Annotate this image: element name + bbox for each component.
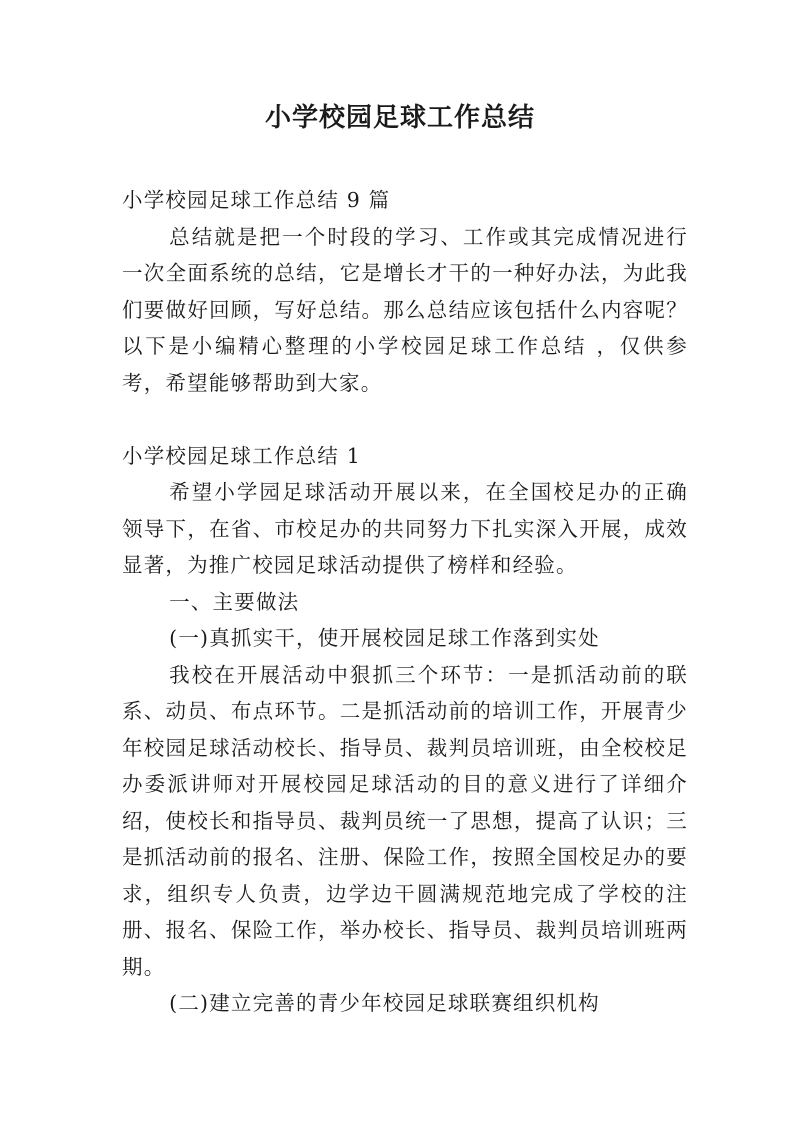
section-spacer [122,401,688,438]
document-title: 小学校园足球工作总结 [264,103,535,133]
section-heading: 小学校园足球工作总结 1 [122,443,361,468]
body-paragraph: 希望小学园足球活动开展以来，在全国校足办的正确领导下，在省、市校足办的共同努力下扎实深入开展，成效显著，为推广校园足球活动提供了榜样和经验。 [122,480,688,577]
subsection-heading: 一、主要做法 [169,589,300,614]
subsection-heading: (一)真抓实干，使开展校园足球工作落到实处 [169,626,600,650]
body-paragraph: 我校在开展活动中狠抓三个环节：一是抓活动前的联系、动员、布点环节。二是抓活动前的培训工作，开展青少年校园足球活动校长、指导员、裁判员培训班，由全校校足办委派讲师对开展校园足球活动的目的意义进行了详细介绍，使校长和指导员、裁判员统一了思想，提高了认识；三是抓活动前的报名、注册、保险工作，按照全国校足办的要求，组织专人负责，边学边干圆满规范地完成了学校的注册、报名、保险工作，举办校长、指导员、裁判员培训班两期。 [122,662,688,979]
intro-paragraph: 总结就是把一个时段的学习、工作或其完成情况进行一次全面系统的总结，它是增长才干的一种好办法，为此我们要做好回顾，写好总结。那么总结应该包括什么内容呢？以下是小编精心整理的小学校园足球工作总结 ，仅供参考，希望能够帮助到大家。 [122,224,688,395]
document-body [122,182,688,1022]
subsection-heading: (二)建立完善的青少年校园足球联赛组织机构 [169,991,600,1015]
series-heading: 小学校园足球工作总结 9 篇 [122,188,391,212]
